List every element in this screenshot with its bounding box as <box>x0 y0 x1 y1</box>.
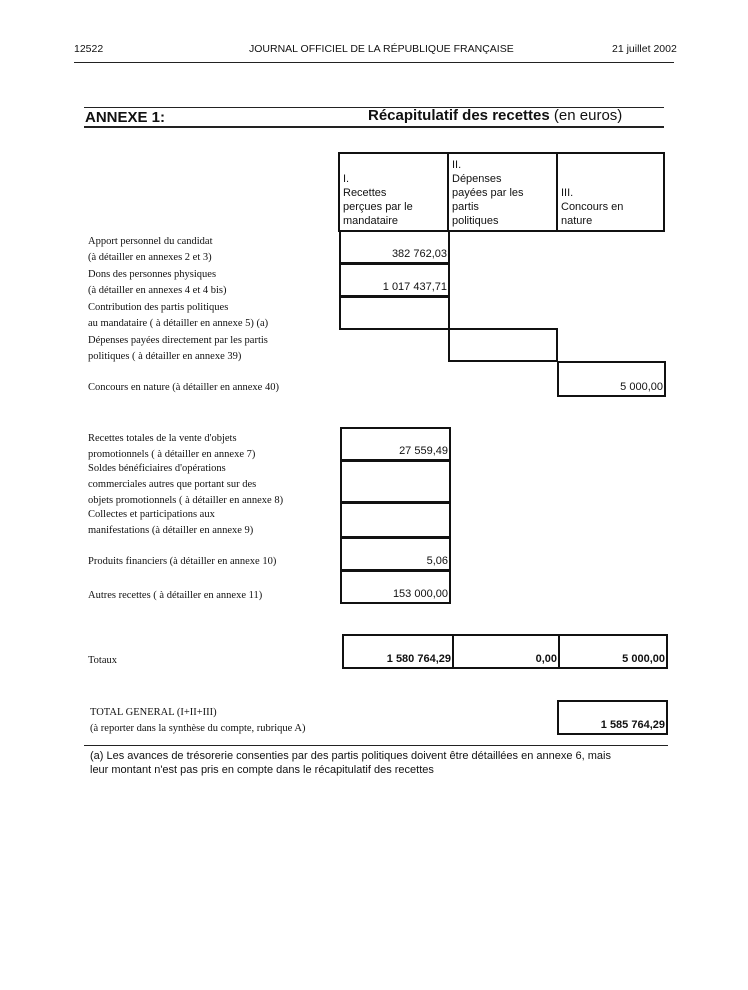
cell-contribution-col1 <box>339 296 450 330</box>
cell-autres-col1: 153 000,00 <box>340 570 451 604</box>
publication-date: 21 juillet 2002 <box>612 43 677 55</box>
cell-apport-col1: 382 762,03 <box>339 230 450 264</box>
title-rule-bottom <box>84 126 664 128</box>
annexe-label: ANNEXE 1: <box>85 109 166 126</box>
journal-title: JOURNAL OFFICIEL DE LA RÉPUBLIQUE FRANÇAISE <box>249 43 514 55</box>
cell-collectes-col1 <box>340 502 451 538</box>
row-label-depenses: Dépenses payées directement par les partis politiques ( à détailler en annexe 39) <box>88 335 268 362</box>
row-label-dons: Dons des personnes physiques (à détailler en annexes 4 et 4 bis) <box>88 269 227 296</box>
footnote: (a) Les avances de trésorerie consenties par des partis politiques doivent être détaillées en annexe 6, mais leur montant n'est pas pris en compte dans le récapitulatif des recettes <box>90 750 611 776</box>
page-number: 12522 <box>74 43 104 55</box>
cell-concours-col3: 5 000,00 <box>557 361 666 397</box>
annexe-title-bold: Récapitulatif des recettes <box>368 107 550 124</box>
column-header-recettes: I. Recettes perçues par le mandataire <box>338 152 449 232</box>
row-label-concours: Concours en nature (à détailler en annexe 40) <box>88 382 279 393</box>
cell-dons-col1: 1 017 437,71 <box>339 263 450 297</box>
column-header-concours: III. Concours en nature <box>556 152 665 232</box>
annexe-title <box>368 107 622 124</box>
cell-totaux-col3: 5 000,00 <box>558 634 668 669</box>
row-label-collectes: Collectes et participations aux manifestations (à détailler en annexe 9) <box>88 509 254 536</box>
row-label-autres: Autres recettes ( à détailler en annexe 11) <box>88 590 263 601</box>
cell-totaux-col1: 1 580 764,29 <box>342 634 454 669</box>
row-label-produits: Produits financiers (à détailler en annexe 10) <box>88 556 277 567</box>
cell-soldes-col1 <box>340 460 451 503</box>
cell-depenses-col2 <box>448 328 558 362</box>
cell-recettes-vente-col1: 27 559,49 <box>340 427 451 461</box>
row-label-totaux: Totaux <box>88 655 118 666</box>
row-label-soldes: Soldes bénéficiaires d'opérations commerciales autres que portant sur des objets promotionnels ( à détailler en annexe 8) <box>88 463 284 506</box>
cell-totaux-col2: 0,00 <box>452 634 560 669</box>
header-rule <box>74 62 674 63</box>
annexe-title-unit: (en euros) <box>549 107 623 124</box>
column-header-depenses: II. Dépenses payées par les partis politiques <box>447 152 558 232</box>
row-label-apport: Apport personnel du candidat (à détailler en annexes 2 et 3) <box>88 236 213 263</box>
total-general-value: 1 585 764,29 <box>557 700 668 735</box>
footnote-rule <box>84 745 668 746</box>
row-label-contribution: Contribution des partis politiques au mandataire ( à détailler en annexe 5) (a) <box>88 302 269 329</box>
total-general-label: TOTAL GENERAL (I+II+III) (à reporter dans la synthèse du compte, rubrique A) <box>90 707 306 734</box>
row-label-recettes-vente: Recettes totales de la vente d'objets promotionnels ( à détailler en annexe 7) <box>88 433 256 460</box>
cell-produits-col1: 5,06 <box>340 537 451 571</box>
